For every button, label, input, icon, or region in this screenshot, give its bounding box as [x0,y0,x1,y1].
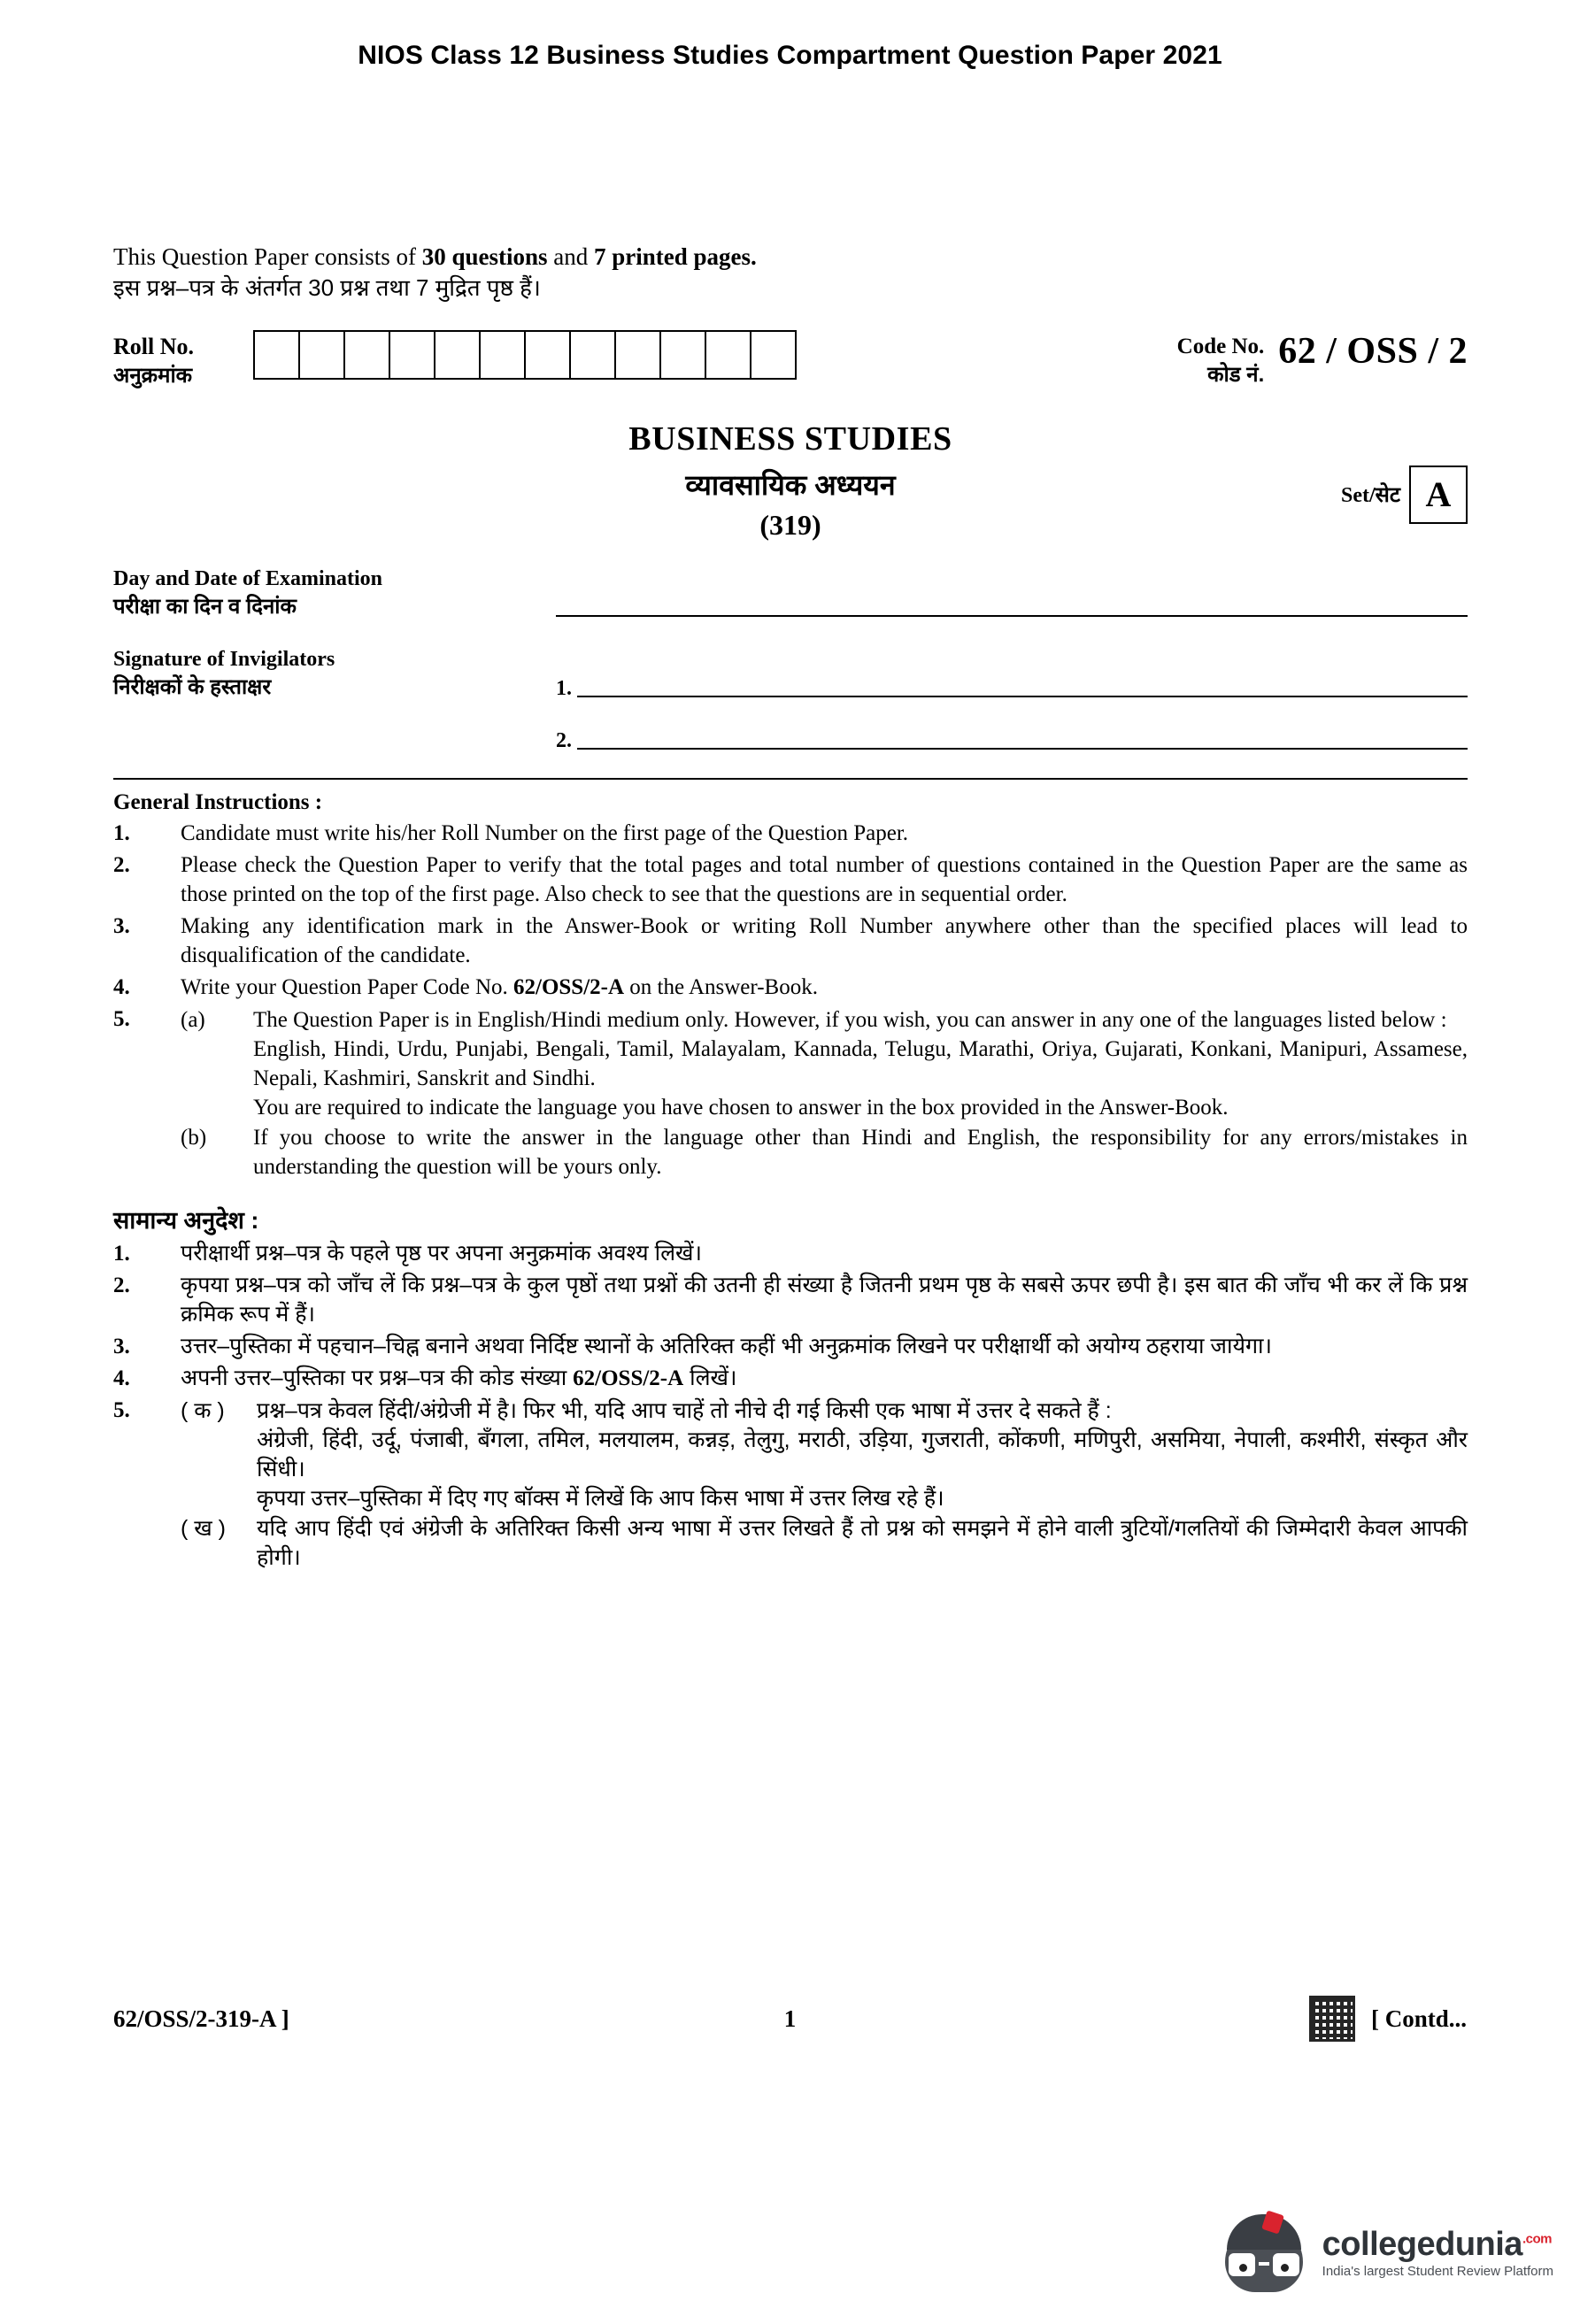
roll-box[interactable] [616,332,661,378]
roll-box[interactable] [255,332,300,378]
subject-block [113,419,1468,542]
consists-questions-count: 30 questions [421,243,548,270]
instruction-text: परीक्षार्थी प्रश्न–पत्र के पहले पृष्ठ पर अपना अनुक्रमांक अवश्य लिखें। [181,1240,702,1266]
roll-box[interactable] [435,332,481,378]
invigilator-signature-label [113,645,556,703]
consists-mid: and [547,243,595,270]
sub-a-line-2: अंग्रेजी, हिंदी, उर्दू, पंजाबी, बँगला, तमिल, मलयालम, कन्नड़, तेलुगु, मराठी, उड़िया, गुजराती, कोंकणी, मणिपुरी, असमिया, नेपाली, कश्मीरी, संस्कृत और सिंधी। [257,1427,1468,1481]
invigilator-signature-row-1 [113,645,1468,703]
signature-input-line-1[interactable] [577,695,1468,697]
instruction-number: 3. [113,1334,130,1358]
instruction-number: 2. [113,852,130,877]
roll-box[interactable] [300,332,345,378]
sub-text [253,1005,1468,1122]
collegedunia-watermark [1218,2207,1553,2299]
roll-box[interactable] [751,332,795,378]
sub-a-line-3: You are required to indicate the language you have chosen to answer in the box provided in the Answer-Book. [253,1095,1229,1120]
collegedunia-tld: .com [1522,2231,1552,2247]
instruction-item [113,819,1468,848]
instruction-number: 3. [113,913,130,938]
subject-name-hi: व्यावसायिक अध्ययन [685,468,896,501]
instruction-sub-b [181,1123,1468,1181]
general-instructions-list-en [113,819,1468,1181]
sub-a-line-1: प्रश्न–पत्र केवल हिंदी/अंग्रेजी में है। फिर भी, यदि आप चाहें तो नीचे दी गई किसी एक भाषा में उत्तर दे सकते हैं : [257,1397,1112,1423]
footer-paper-code: 62/OSS/2-319-A ] [113,2005,289,2032]
code-label-en: Code No. [1176,335,1265,358]
student-face-icon [1218,2207,1310,2299]
instruction-code-bold: 62/OSS/2-A [513,974,625,999]
collegedunia-text [1322,2228,1553,2279]
roll-box[interactable] [345,332,390,378]
instruction-item-hi [113,1364,1468,1393]
instruction-text-pre: Write your Question Paper Code No. [181,974,514,999]
instruction-item-hi [113,1396,1468,1573]
roll-number-boxes[interactable] [253,330,797,380]
sub-text: यदि आप हिंदी एवं अंग्रेजी के अतिरिक्त किसी अन्य भाषा में उत्तर लिखते हैं तो प्रश्न को समझने में होने वाली त्रुटियों/गलतियों की जिम्मेदारी केवल आपकी होगी। [257,1515,1468,1570]
instruction-text: Please check the Question Paper to verify that the total pages and total number of questions contained in the Question Paper are the same as those printed on the top of the first page. Also check to see that the questions are in sequential order. [181,852,1468,906]
instruction-text [181,1004,1468,1181]
consists-prefix: This Question Paper consists of [113,243,422,270]
exam-day-label-hi: परीक्षा का दिन व दिनांक [113,595,297,619]
set-group [1341,466,1468,524]
roll-box[interactable] [706,332,751,378]
subject-name-en: BUSINESS STUDIES [628,419,952,458]
sub-a-line-1: The Question Paper is in English/Hindi medium only. However, if you wish, you can answer in any one of the languages listed below : [253,1007,1447,1032]
roll-label-en: Roll No. [113,334,194,359]
instruction-text [181,973,1468,1002]
footer-page-number: 1 [783,2005,797,2032]
signature-number-1: 1. [556,676,572,700]
instruction-item [113,973,1468,1002]
instruction-text-post: on the Answer-Book. [624,974,818,999]
roll-box[interactable] [661,332,706,378]
subject-code: (319) [759,508,821,541]
code-label-hi: कोड नं. [1207,363,1265,387]
instruction-number: 5. [113,1397,130,1422]
roll-box[interactable] [526,332,571,378]
page-footer [113,1996,1467,2042]
paper-consists-of [113,241,1468,304]
instruction-sub-b [181,1514,1468,1573]
instruction-number: 4. [113,1366,130,1390]
instruction-sub-a [181,1005,1468,1122]
sub-label: (b) [181,1125,207,1150]
general-instructions-list-hi [113,1239,1468,1573]
instruction-text-pre: अपनी उत्तर–पुस्तिका पर प्रश्न–पत्र की कोड संख्या [181,1365,574,1390]
instruction-text: कृपया प्रश्न–पत्र को जाँच लें कि प्रश्न–पत्र के कुल पृष्ठों तथा प्रश्नों की उतनी ही संख्या है जितनी प्रथम पृष्ठ के सबसे ऊपर छपी है। इस बात की जाँच भी कर लें कि प्रश्न क्रमिक रूप में हैं। [181,1272,1468,1327]
instruction-text: Candidate must write his/her Roll Number on the first page of the Question Paper. [181,820,909,845]
sub-label: ( क ) [181,1397,225,1423]
code-number-value: 62 / OSS / 2 [1278,331,1468,372]
sub-text: If you choose to write the answer in the language other than Hindi and English, the responsibility for any errors/mistakes in understanding the question will be yours only. [253,1125,1468,1179]
roll-box[interactable] [390,332,435,378]
set-label: Set/सेट [1341,484,1400,508]
consists-pages-count: 7 printed pages. [594,243,757,270]
instruction-item-hi [113,1239,1468,1268]
instruction-number: 2. [113,1273,130,1297]
instruction-text-post: लिखें। [683,1365,737,1390]
footer-contd-label: [ Contd... [1370,2005,1467,2032]
consists-hindi: इस प्रश्न–पत्र के अंतर्गत 30 प्रश्न तथा 7 मुद्रित पृष्ठ हैं। [113,274,541,302]
instruction-number: 5. [113,1006,130,1031]
collegedunia-brand: collegedunia$^{.com}$ [1322,2226,1552,2264]
instruction-item [113,850,1468,909]
instruction-text: Making any identification mark in the Answer-Book or writing Roll Number anywhere other than the specified places will lead to disqualification of the candidate. [181,913,1468,967]
sub-text [257,1397,1468,1513]
roll-box[interactable] [481,332,526,378]
code-number-label [1177,328,1265,389]
instruction-code-bold: 62/OSS/2-A [573,1366,684,1390]
exam-day-input-line[interactable] [556,614,1468,617]
exam-day-row [113,565,1468,622]
roll-number-label [113,327,253,389]
instruction-number: 4. [113,974,130,999]
instruction-number: 1. [113,1241,130,1266]
sub-label: ( ख ) [181,1515,226,1541]
roll-number-row [113,327,1468,389]
instruction-item [113,1004,1468,1181]
exam-day-label-en: Day and Date of Examination [113,566,383,590]
signature-number-2: 2. [556,728,572,752]
page-title: NIOS Class 12 Business Studies Compartment Question Paper 2021 [358,41,1222,70]
collegedunia-tagline: India's largest Student Review Platform [1322,2264,1553,2280]
general-instructions-heading-hi: सामान्य अनुदेश : [113,1206,259,1234]
instruction-item-hi [113,1271,1468,1329]
general-instructions-heading-en: General Instructions : [113,789,323,814]
sub-label: (a) [181,1007,205,1032]
footer-right [1020,1996,1467,2042]
set-value-box: A [1409,466,1468,524]
sign-label-hi: निरीक्षकों के हस्ताक्षर [113,675,272,700]
code-number-group [1177,327,1468,389]
instruction-text: उत्तर–पुस्तिका में पहचान–चिह्न बनाने अथवा निर्दिष्ट स्थानों के अतिरिक्त कहीं भी अनुक्रमांक लिखने पर परीक्षार्थी को अयोग्य ठहराया जायेगा। [181,1333,1272,1358]
instruction-sub-a [181,1397,1468,1513]
exam-day-label [113,565,556,622]
signature-input-line-2[interactable] [577,747,1468,750]
sub-a-line-3: कृपया उत्तर–पुस्तिका में दिए गए बॉक्स में लिखें कि आप किस भाषा में उत्तर लिख रहे हैं। [257,1485,944,1511]
invigilator-signature-row-2 [113,729,1468,755]
roll-label-hi: अनुक्रमांक [113,363,193,388]
instruction-item-hi [113,1332,1468,1361]
paper-sheet [113,241,1468,1573]
section-divider [113,778,1468,780]
instruction-item [113,912,1468,970]
roll-box[interactable] [571,332,616,378]
qr-code-icon [1309,1996,1355,2042]
instruction-text [181,1396,1468,1573]
instruction-text [181,1364,1468,1393]
sub-a-line-2: English, Hindi, Urdu, Punjabi, Bengali, Tamil, Malayalam, Kannada, Telugu, Marathi, Oriya, Gujarati, Konkani, Manipuri, Assamese, Nepali, Kashmiri, Sanskrit and Sindhi. [253,1036,1468,1090]
instruction-number: 1. [113,820,130,845]
sign-label-en: Signature of Invigilators [113,647,335,671]
